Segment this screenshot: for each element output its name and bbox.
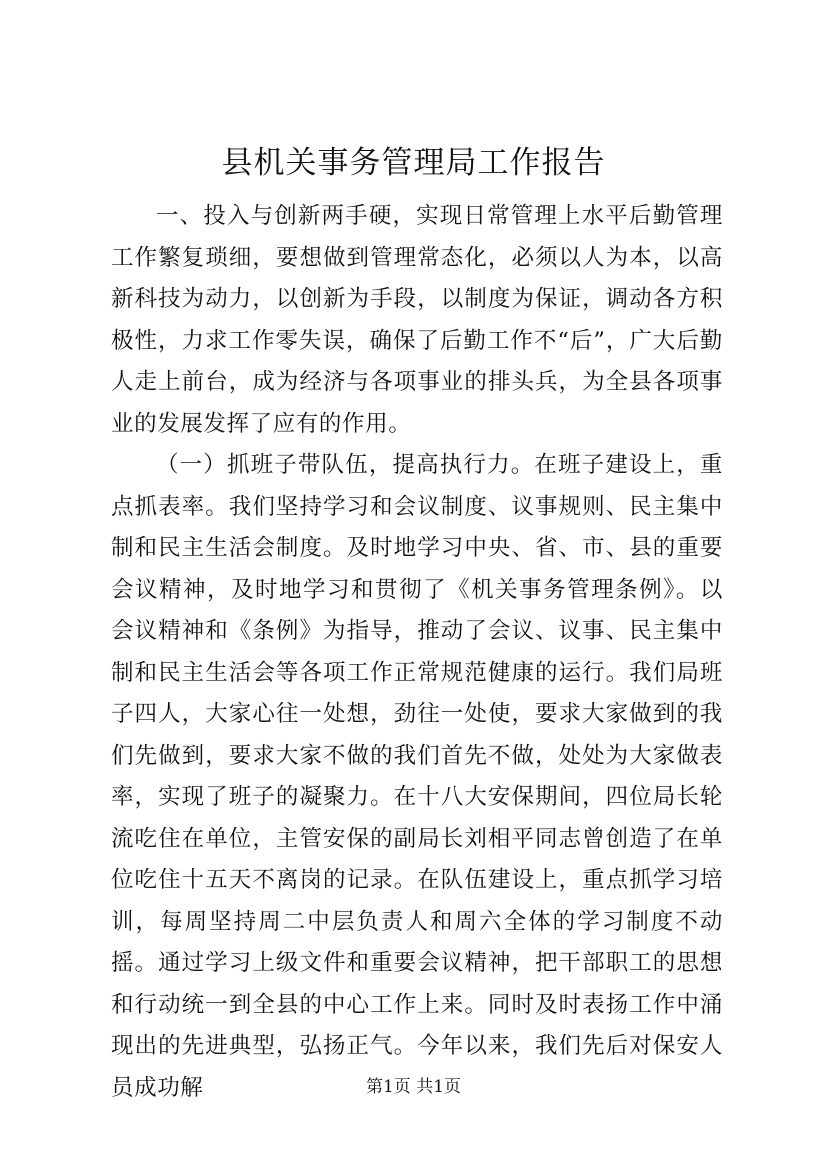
paragraph-2: （一）抓班子带队伍，提高执行力。在班子建设上，重点抓表率。我们坚持学习和会议制度、议事规则、民主集中制和民主生活会制度。及时地学习中央、省、市、县的重要会议精神，及时地学习和贯彻了《机关事务管理条例》。以会议精神和《条例》为指导，推动了会议、议事、民主集中制和民主生活会等各项工作正常规范健康的运行。我们局班子四人，大家心往一处想，劲往一处使，要求大家做到的我们先做到，要求大家不做的我们首先不做，处处为大家做表率，实现了班子的凝聚力。在十八大安保期间，四位局长轮流吃住在单位，主管安保的副局长刘相平同志曾创造了在单位吃住十五天不离岗的记录。在队伍建设上，重点抓学习培训，每周坚持周二中层负责人和周六全体的学习制度不动摇。通过学习上级文件和重要会议精神，把干部职工的思想和行动统一到全县的中心工作上来。同时及时表扬工作中涌现出的先进典型，弘扬正气。今年以来，我们先后对保安人员成功解 xyxy=(111,452,723,1101)
document-body xyxy=(111,196,723,1109)
document-title: 县机关事务管理局工作报告 xyxy=(221,145,606,181)
paragraph-1: 一、投入与创新两手硬，实现日常管理上水平后勤管理工作繁复琐细，要想做到管理常态化，必须以人为本，以高新科技为动力，以创新为手段，以制度为保证，调动各方积极性，力求工作零失误，确保了后勤工作不“后”，广大后勤人走上前台，成为经济与各项事业的排头兵，为全县各项事业的发展发挥了应有的作用。 xyxy=(111,203,723,437)
page-footer: 第1页 共1页 xyxy=(365,1077,462,1097)
